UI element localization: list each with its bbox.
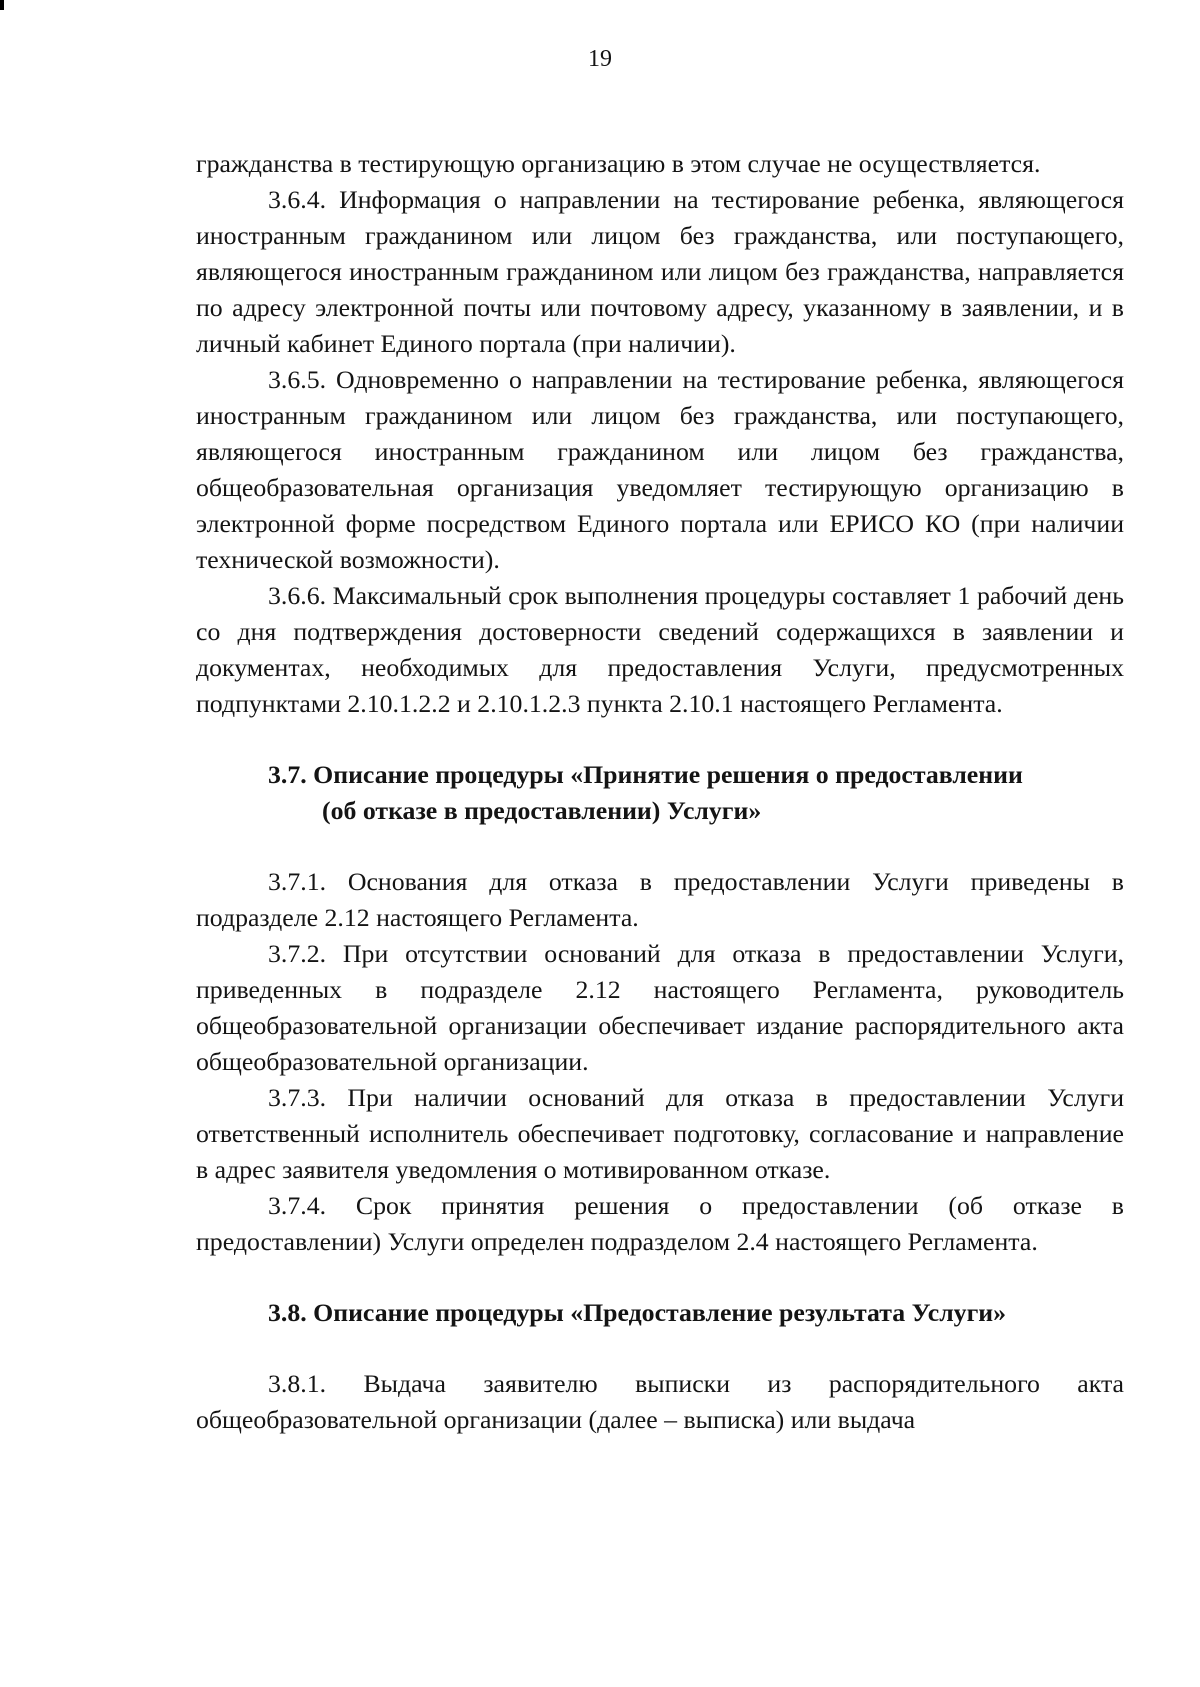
section-heading-3-8-text: 3.8. Описание процедуры «Предоставление результата Услуги» <box>268 1298 1007 1327</box>
paragraph-3-8-1: 3.8.1. Выдача заявителю выписки из распорядительного акта общеобразовательной организации (далее – выписка) или выдача <box>196 1369 1124 1434</box>
document-body <box>196 146 1124 1438</box>
paragraph-3-7-2: 3.7.2. При отсутствии оснований для отказа в предоставлении Услуги, приведенных в подразделе 2.12 настоящего Регламента, руководитель общеобразовательной организации обеспечивает издание распорядительного акта общеобразовательной организации. <box>196 939 1124 1076</box>
paragraph-3-7-1: 3.7.1. Основания для отказа в предоставлении Услуги приведены в подразделе 2.12 настоящего Регламента. <box>196 867 1124 932</box>
paragraph-3-7-3: 3.7.3. При наличии оснований для отказа в предоставлении Услуги ответственный исполнитель обеспечивает подготовку, согласование и направление в адрес заявителя уведомления о мотивированном отказе. <box>196 1083 1124 1184</box>
paragraph-3-6-6: 3.6.6. Максимальный срок выполнения процедуры составляет 1 рабочий день со дня подтверждения достоверности сведений содержащихся в заявлении и документах, необходимых для предоставления Услуги, предусмотренных подпунктами 2.10.1.2.2 и 2.10.1.2.3 пункта 2.10.1 настоящего Регламента. <box>196 581 1124 718</box>
paragraph-continuation: гражданства в тестирующую организацию в этом случае не осуществляется. <box>196 149 1041 178</box>
scan-mark <box>0 0 4 10</box>
paragraph-3-6-5: 3.6.5. Одновременно о направлении на тестирование ребенка, являющегося иностранным гражданином или лицом без гражданства, или поступающего, являющегося иностранным гражданином или лицом без гражданства, общеобразовательная организация уведомляет тестирующую организацию в электронной форме посредством Единого портала или ЕРИСО КО (при наличии технической возможности). <box>196 365 1124 574</box>
section-heading-3-7-line2: (об отказе в предоставлении) Услуги» <box>322 796 762 825</box>
paragraph-3-7-4: 3.7.4. Срок принятия решения о предоставлении (об отказе в предоставлении) Услуги определен подразделом 2.4 настоящего Регламента. <box>196 1191 1124 1256</box>
paragraph-3-6-4: 3.6.4. Информация о направлении на тестирование ребенка, являющегося иностранным гражданином или лицом без гражданства, или поступающего, являющегося иностранным гражданином или лицом без гражданства, направляется по адресу электронной почты или почтовому адресу, указанному в заявлении, и в личный кабинет Единого портала (при наличии). <box>196 185 1124 358</box>
section-heading-3-8 <box>196 1295 1124 1331</box>
section-heading-3-7 <box>196 757 1124 829</box>
page-number: 19 <box>588 46 612 72</box>
section-heading-3-7-line1: 3.7. Описание процедуры «Принятие решения о предоставлении <box>268 760 1023 789</box>
